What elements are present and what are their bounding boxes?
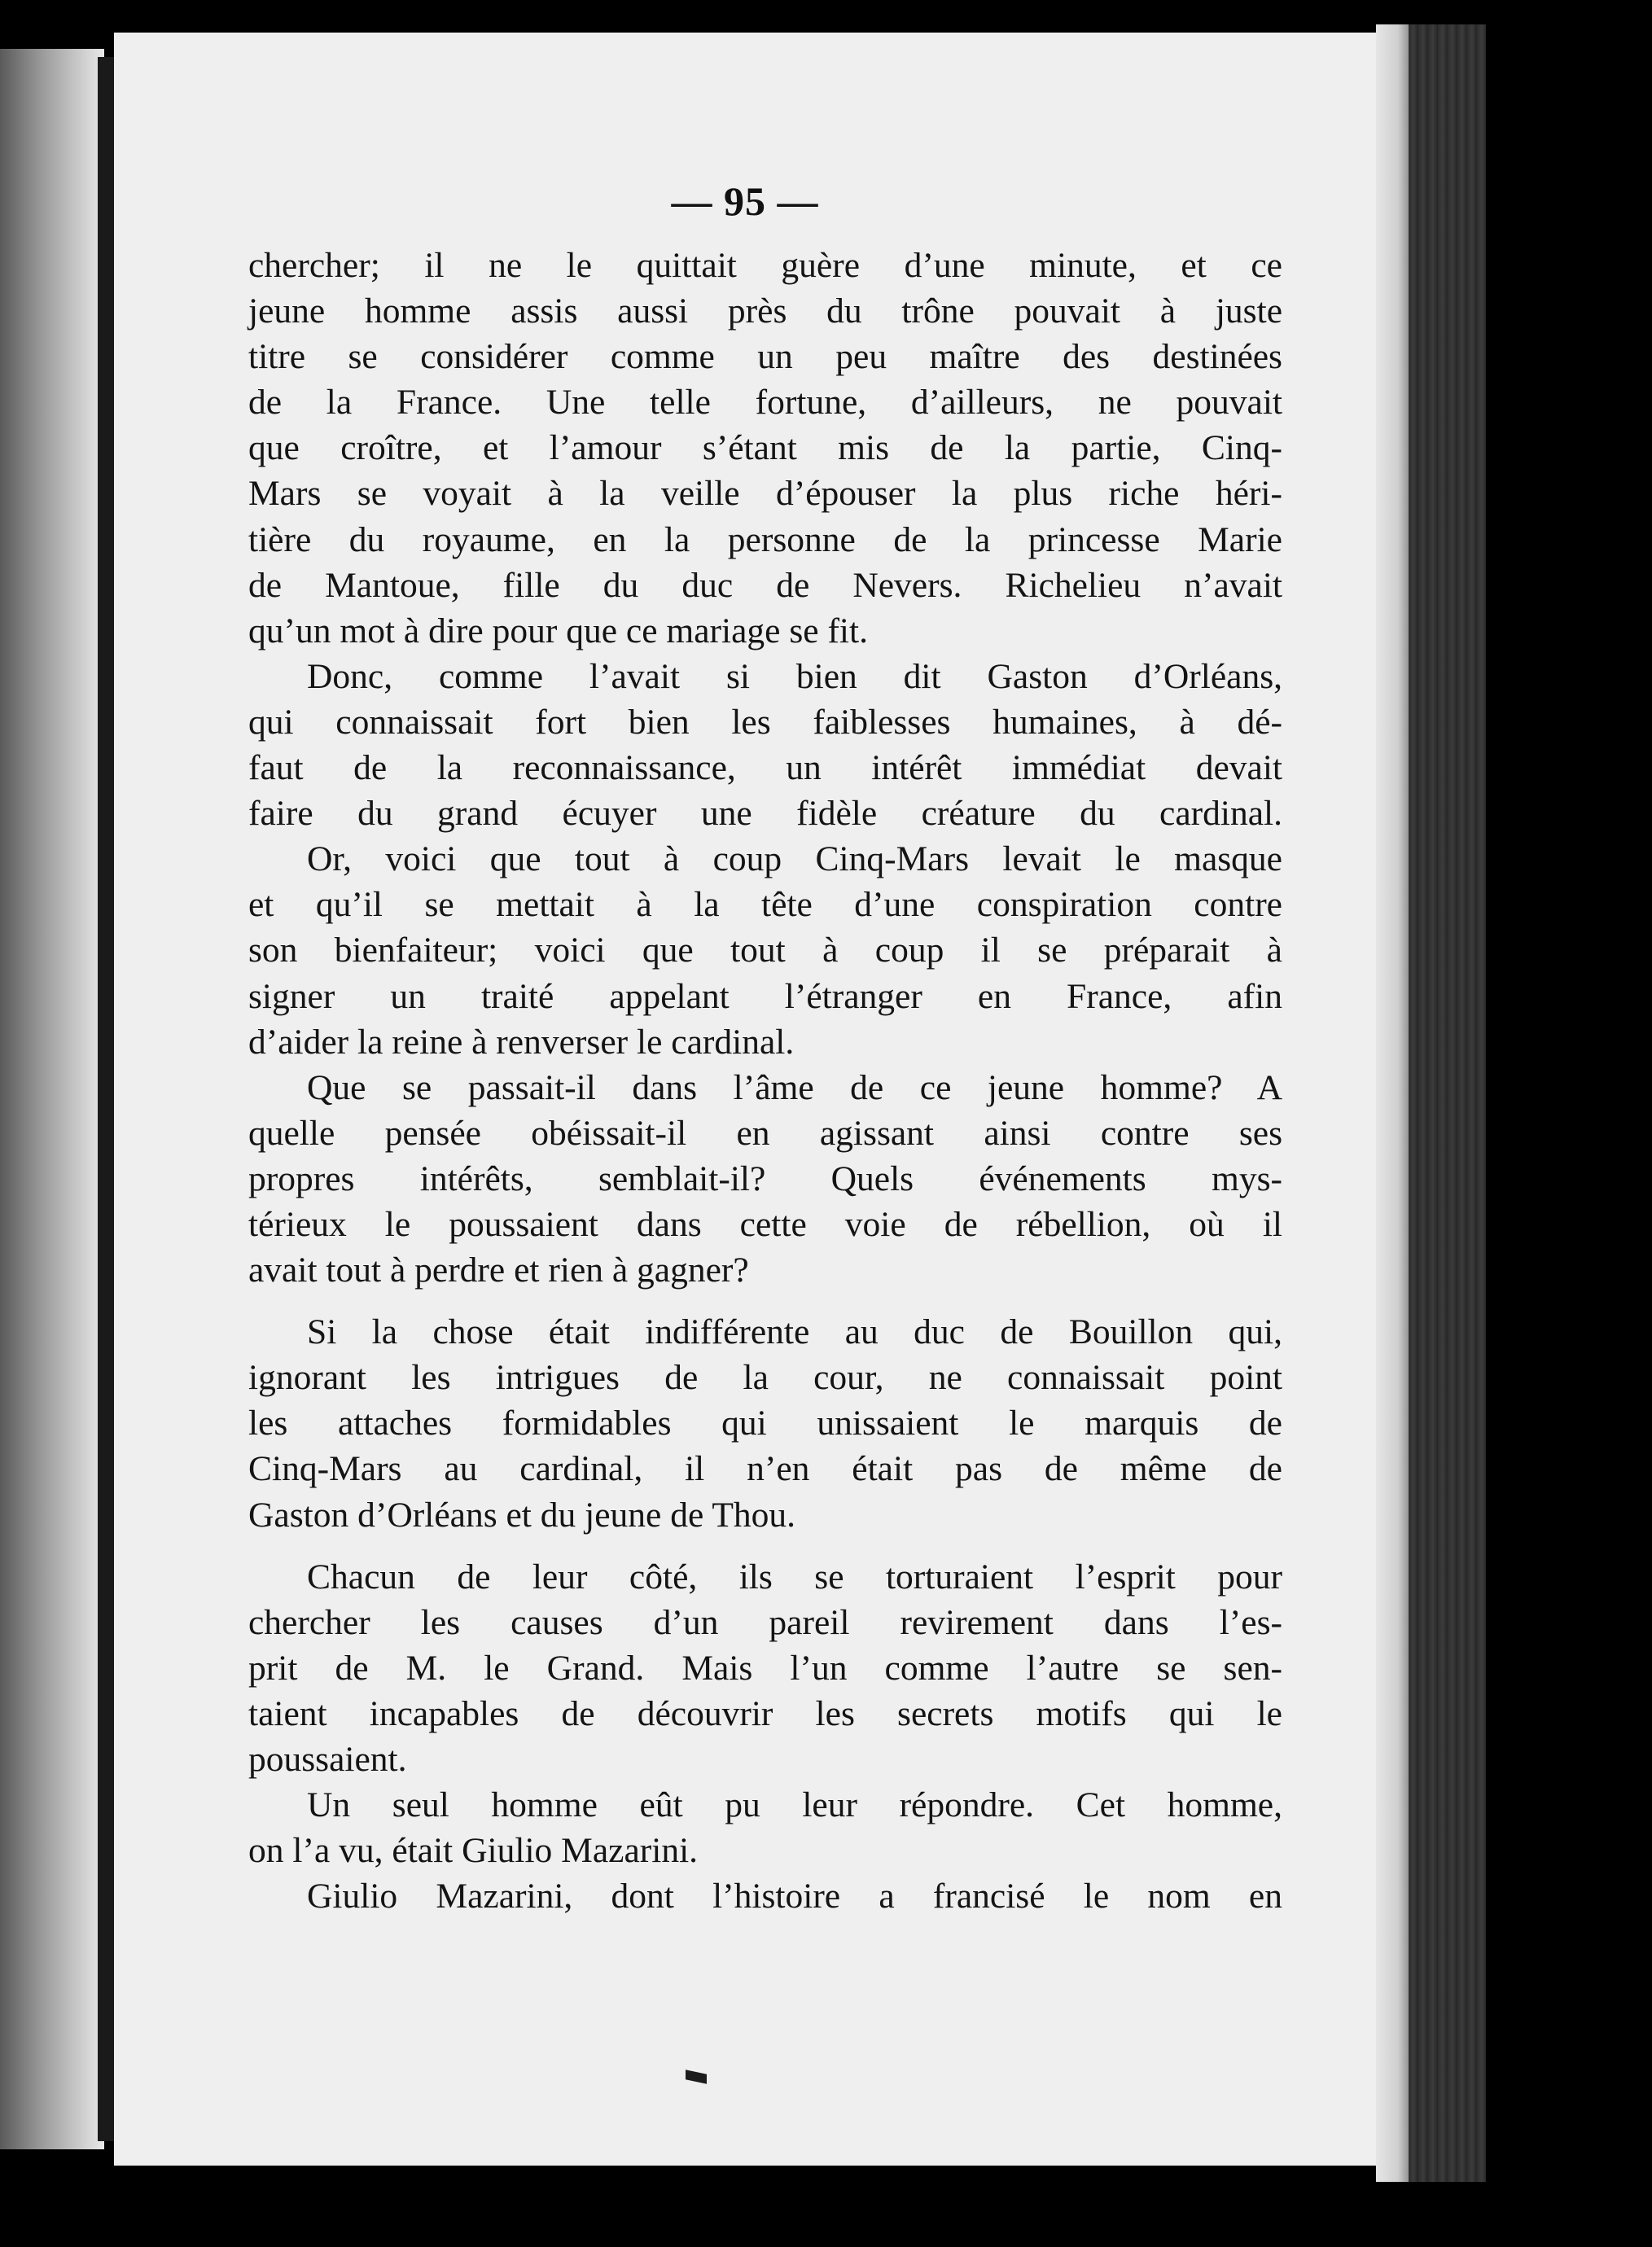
- text-line: Giulio Mazarini, dont l’histoire a francisé le nom en: [307, 1877, 1282, 1916]
- text-line: Chacun de leur côté, ils se torturaient l’esprit pour: [307, 1557, 1282, 1597]
- text-line: Donc, comme l’avait si bien dit Gaston d’Orléans,: [307, 656, 1282, 696]
- text-line: Cinq-Mars au cardinal, il n’en était pas de même de: [248, 1449, 1282, 1489]
- text-line: chercher; il ne le quittait guère d’une minute, et ce: [248, 246, 1282, 285]
- text-line: Que se passait-il dans l’âme de ce jeune homme? A: [307, 1067, 1282, 1107]
- paragraph: [248, 1065, 1282, 1293]
- text-line: Gaston d’Orléans et du jeune de Thou.: [248, 1495, 796, 1535]
- text-line: qu’un mot à dire pour que ce mariage se fit.: [248, 611, 868, 650]
- text-line: ignorant les intrigues de la cour, ne connaissait point: [248, 1358, 1282, 1398]
- text-line: quelle pensée obéissait-il en agissant ainsi contre ses: [248, 1113, 1282, 1153]
- text-line: et qu’il se mettait à la tête d’une conspiration contre: [248, 885, 1282, 925]
- text-line: avait tout à perdre et rien à gagner?: [248, 1251, 749, 1290]
- text-line: d’aider la reine à renverser le cardinal.: [248, 1022, 795, 1062]
- text-line: de Mantoue, fille du duc de Nevers. Richelieu n’avait: [248, 565, 1282, 605]
- left-page-edge: [0, 49, 104, 2149]
- text-line: propres intérêts, semblait-il? Quels événements mys-: [248, 1159, 1282, 1198]
- text-line: de la France. Une telle fortune, d’ailleurs, ne pouvait: [248, 383, 1282, 423]
- paragraph: [248, 654, 1282, 836]
- page-stack-edge: [1376, 24, 1486, 2182]
- text-line: taient incapables de découvrir les secrets motifs qui le: [248, 1693, 1282, 1733]
- text-line: térieux le poussaient dans cette voie de rébellion, où il: [248, 1204, 1282, 1244]
- paragraph: [248, 836, 1282, 1064]
- text-line: poussaient.: [248, 1740, 407, 1779]
- text-line: titre se considérer comme un peu maître des destinées: [248, 337, 1282, 377]
- text-line: jeune homme assis aussi près du trône pouvait à juste: [248, 291, 1282, 331]
- text-line: faut de la reconnaissance, un intérêt immédiat devait: [248, 748, 1282, 788]
- page-number: — 95 —: [671, 178, 819, 224]
- text-line: que croître, et l’amour s’étant mis de la partie, Cinq-: [248, 428, 1282, 468]
- page-text: [248, 243, 1282, 1919]
- paragraph: [248, 1554, 1282, 1782]
- paragraph: [248, 1873, 1282, 1919]
- text-line: faire du grand écuyer une fidèle créature du cardinal.: [248, 794, 1282, 834]
- text-line: tière du royaume, en la personne de la princesse Marie: [248, 519, 1282, 559]
- text-line: Or, voici que tout à coup Cinq-Mars levait le masque: [307, 839, 1282, 879]
- text-line: on l’a vu, était Giulio Mazarini.: [248, 1831, 699, 1871]
- text-line: les attaches formidables qui unissaient le marquis de: [248, 1404, 1282, 1443]
- text-line: qui connaissait fort bien les faiblesses humaines, à dé-: [248, 702, 1282, 742]
- paragraph: [248, 1309, 1282, 1537]
- text-line: Mars se voyait à la veille d’épouser la plus riche héri-: [248, 474, 1282, 514]
- text-line: prit de M. le Grand. Mais l’un comme l’autre se sen-: [248, 1648, 1282, 1688]
- text-line: signer un traité appelant l’étranger en France, afin: [248, 976, 1282, 1016]
- text-line: son bienfaiteur; voici que tout à coup il se préparait à: [248, 931, 1282, 970]
- text-line: Un seul homme eût pu leur répondre. Cet homme,: [307, 1785, 1282, 1825]
- paragraph: [248, 1782, 1282, 1873]
- text-line: Si la chose était indifférente au duc de Bouillon qui,: [307, 1312, 1282, 1352]
- paragraph: [248, 243, 1282, 654]
- text-line: chercher les causes d’un pareil revirement dans l’es-: [248, 1602, 1282, 1642]
